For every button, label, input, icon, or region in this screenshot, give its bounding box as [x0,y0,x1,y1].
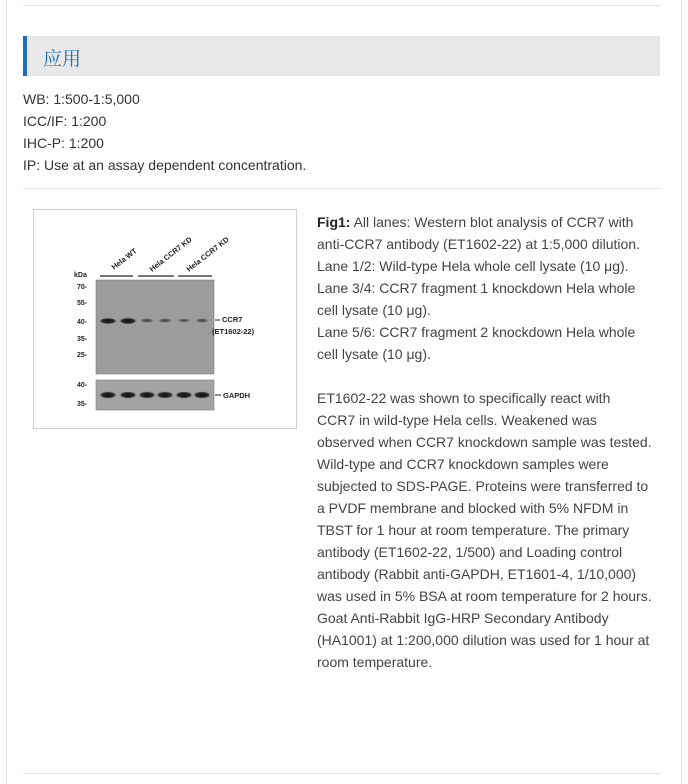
application-icc-if: ICC/IF: 1:200 [23,113,107,129]
gapdh-band-lane-4 [156,391,174,398]
marker-gapdh-40: 40- [77,382,88,389]
marker-70: 70- [77,284,88,291]
marker-gapdh-35: 35- [77,401,88,408]
ccr7-band-lane-1 [99,318,117,324]
upper-membrane [96,280,214,374]
applications-divider [23,188,660,189]
applications-list [23,88,306,176]
frame-border-right [681,0,682,784]
ccr7-antibody-label: (ET1602-22) [212,327,255,336]
application-ip: IP: Use at an assay dependent concentration. [23,157,307,173]
ccr7-band-lane-5 [178,319,190,323]
caption-lane-1-2: Lane 1/2: Wild-type Hela whole cell lysate (10 μg). [317,258,629,274]
caption-lane-3-4: Lane 3/4: CCR7 fragment 1 knockdown Hela whole cell lysate (10 μg). [317,280,636,318]
ccr7-band-label: CCR7 [222,315,243,324]
kda-label: kDa [74,272,87,279]
section-heading-text: 应用 [43,48,82,70]
western-blot-figure [33,209,297,429]
figure-description: ET1602-22 was shown to specifically react with CCR7 in wild-type Hela cells. Weakened was observed when CCR7 knockdown sample was tested. Wild-type and CCR7 knockdown samples were subjected to SDS-PAGE. Proteins were transferred to a PVDF membrane and blocked with 5% NFDM in TBST for 1 hour at room temperature. The primary antibody (ET1602-22, 1/500) and Loading control antibody (Rabbit anti-GAPDH, ET1601-4, 1/10,000) was used in 5% BSA at room temperature for 2 hours. Goat Anti-Rabbit IgG-HRP Secondary Antibody (HA1001) at 1:200,000 dilution was used for 1 hour at room temperature. [317,390,652,670]
ccr7-band-lane-3 [140,318,154,322]
section-heading [23,36,660,76]
marker-55: 55- [77,300,88,307]
figure-caption [317,211,652,673]
marker-35: 35- [77,336,88,343]
frame-border-left [6,0,7,784]
lane-label-1: Hela WT [109,246,139,272]
ccr7-band-lane-2 [119,318,137,325]
caption-lane-5-6: Lane 5/6: CCR7 fragment 2 knockdown Hela whole cell lysate (10 μg). [317,324,636,362]
gapdh-band-lane-3 [138,391,156,398]
marker-25: 25- [77,352,88,359]
application-ihc-p: IHC-P: 1:200 [23,135,104,151]
lane-label-2: Hela CCR7 KD [147,234,194,274]
application-wb: WB: 1:500-1:5,000 [23,91,140,107]
caption-all-lanes: All lanes: Western blot analysis of CCR7 with anti-CCR7 antibody (ET1602-22) at 1:5,000 dilution. [317,214,640,252]
gapdh-label: GAPDH [223,391,251,400]
gapdh-band-lane-5 [175,391,193,398]
marker-40: 40- [77,319,88,326]
bottom-divider [23,773,660,774]
figure-label: Fig1: [317,214,351,230]
lane-label-3: Hela CCR7 KD [184,234,231,274]
ccr7-band-lane-6 [196,318,209,322]
caption-paragraph-1 [317,211,652,255]
gapdh-band-lane-1 [99,391,117,398]
gapdh-band-lane-6 [193,391,211,398]
top-divider [23,5,660,6]
western-blot-image [34,210,296,428]
gapdh-band-lane-2 [119,391,137,398]
ccr7-band-lane-4 [158,318,172,322]
